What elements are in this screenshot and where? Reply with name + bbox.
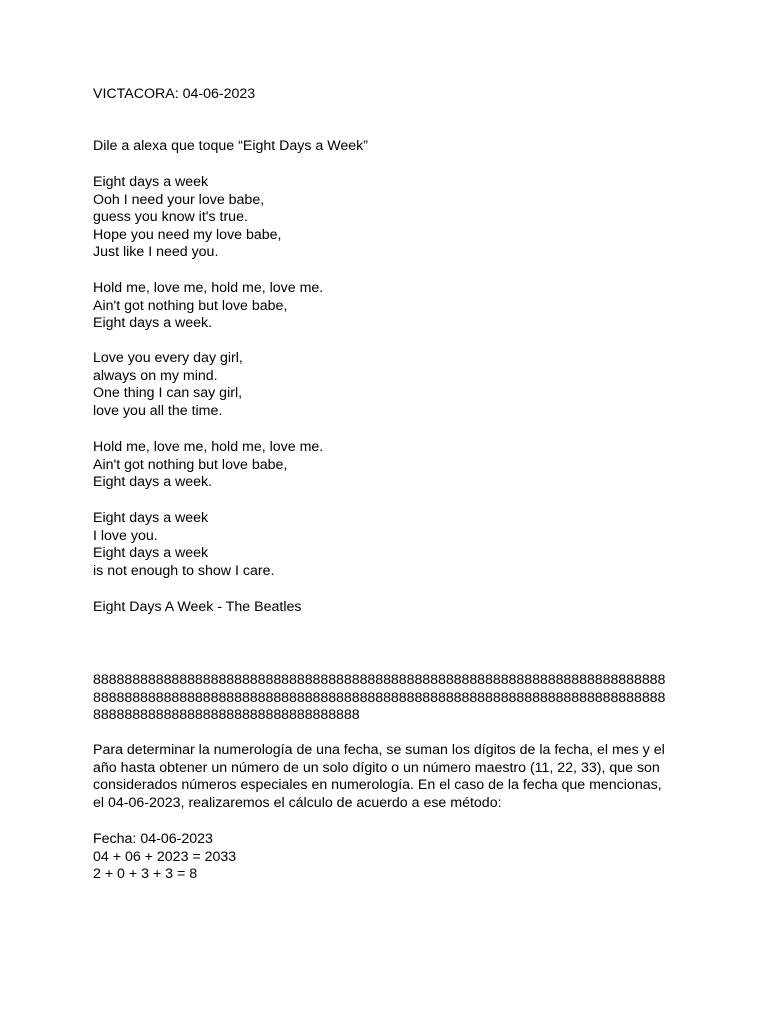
lyrics-verse-1: Eight days a week Ooh I need your love babe, guess you know it's true. Hope you need my love babe, Just like I need you.: [93, 174, 282, 261]
numerology-calculation: Fecha: 04-06-2023 04 + 06 + 2023 = 2033 2 + 0 + 3 + 3 = 8: [93, 831, 237, 883]
alexa-request: Dile a alexa que toque “Eight Days a Week”: [93, 138, 368, 154]
document-title: VICTACORA: 04-06-2023: [93, 86, 256, 102]
lyrics-verse-2: Hold me, love me, hold me, love me. Ain't got nothing but love babe, Eight days a week.: [93, 280, 324, 332]
song-credit: Eight Days A Week - The Beatles: [93, 599, 302, 615]
lyrics-verse-4: Hold me, love me, hold me, love me. Ain't got nothing but love babe, Eight days a week.: [93, 439, 324, 491]
numerology-paragraph: Para determinar la numerología de una fecha, se suman los dígitos de la fecha, el mes y el año hasta obtener un número de un solo dígito o un número maestro (11, 22, 33), que son considerados números especiales en numerología. En el caso de la fecha que mencionas, el 04-06-2023, realizaremos el cálculo de acuerdo a ese método:: [93, 742, 665, 811]
lyrics-verse-3: Love you every day girl, always on my mind. One thing I can say girl, love you all the time.: [93, 350, 243, 419]
eights-block: 888888888888888888888888888888888888888888888888888888888888888888888888888888888888888888888888888888888888888888888888888888888888888888888888888888888888888888888888888888888888: [93, 672, 666, 724]
lyrics-verse-5: Eight days a week I love you. Eight days a week is not enough to show I care.: [93, 510, 275, 579]
